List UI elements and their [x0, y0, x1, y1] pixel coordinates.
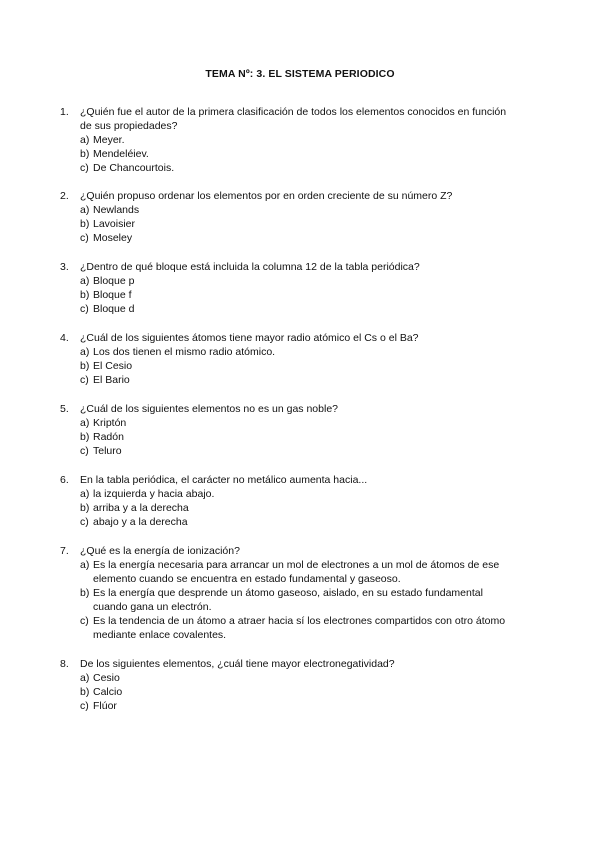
option-b [80, 217, 520, 231]
option-letter: c) [80, 232, 89, 244]
option-letter: a) [80, 488, 90, 500]
option-text: abajo y a la derecha [93, 516, 188, 528]
question-5 [60, 402, 520, 458]
question-text: ¿Dentro de qué bloque está incluida la columna 12 de la tabla periódica? [80, 261, 420, 273]
option-text: Es la energía que desprende un átomo gaseoso, aislado, en su estado fundamental cuando gana un electrón. [93, 587, 483, 613]
option-letter: c) [80, 445, 89, 457]
option-a [80, 133, 520, 147]
option-a [80, 487, 520, 501]
options-list [80, 133, 520, 175]
option-letter: a) [80, 275, 90, 287]
question-4 [60, 331, 520, 387]
option-a [80, 203, 520, 217]
question-number: 5. [60, 403, 69, 415]
option-text: Los dos tienen el mismo radio atómico. [93, 346, 276, 358]
question-text: De los siguientes elementos, ¿cuál tiene mayor electronegatividad? [80, 658, 395, 670]
option-c [80, 373, 520, 387]
option-a [80, 558, 520, 586]
option-text: Cesio [93, 672, 120, 684]
option-letter: a) [80, 134, 90, 146]
option-text: El Bario [93, 374, 130, 386]
option-c [80, 699, 520, 713]
question-3 [60, 260, 520, 316]
question-text: ¿Qué es la energía de ionización? [80, 545, 240, 557]
option-a [80, 274, 520, 288]
option-letter: c) [80, 700, 89, 712]
option-text: la izquierda y hacia abajo. [93, 488, 215, 500]
option-text: Teluro [93, 445, 122, 457]
option-letter: b) [80, 148, 90, 160]
option-text: Mendeléiev. [93, 148, 149, 160]
option-text: Flúor [93, 700, 117, 712]
question-6 [60, 473, 520, 529]
option-text: Lavoisier [93, 218, 136, 230]
option-letter: a) [80, 417, 90, 429]
option-text: De Chancourtois. [93, 162, 175, 174]
option-letter: c) [80, 374, 89, 386]
question-number: 1. [60, 106, 69, 118]
option-text: Es la tendencia de un átomo a atraer hacia sí los electrones compartidos con otro átomo mediante enlace covalentes. [93, 615, 506, 641]
option-letter: c) [80, 615, 89, 627]
question-header [60, 260, 520, 274]
option-b [80, 430, 520, 444]
option-a [80, 416, 520, 430]
question-number: 8. [60, 658, 69, 670]
option-letter: b) [80, 587, 90, 599]
option-a [80, 345, 520, 359]
option-text: Es la energía necesaria para arrancar un mol de electrones a un mol de átomos de ese elemento cuando se encuentra en estado fundamental y gaseoso. [93, 559, 500, 585]
question-header [60, 473, 520, 487]
option-text: Kriptón [93, 417, 127, 429]
question-8 [60, 657, 520, 713]
option-c [80, 515, 520, 529]
option-a [80, 671, 520, 685]
option-text: Moseley [93, 232, 133, 244]
question-number: 6. [60, 474, 69, 486]
option-c [80, 231, 520, 245]
options-list [80, 345, 520, 387]
question-header [60, 189, 520, 203]
question-header [60, 657, 520, 671]
options-list [80, 671, 520, 713]
option-letter: c) [80, 516, 89, 528]
question-7 [60, 544, 520, 642]
option-letter: a) [80, 672, 90, 684]
option-text: arriba y a la derecha [93, 502, 189, 514]
question-header [60, 402, 520, 416]
question-text: ¿Quién fue el autor de la primera clasificación de todos los elementos conocidos en función de sus propiedades? [80, 106, 507, 132]
question-header [60, 331, 520, 345]
option-letter: a) [80, 559, 90, 571]
option-text: Radón [93, 431, 124, 443]
option-b [80, 147, 520, 161]
option-b [80, 359, 520, 373]
option-letter: c) [80, 303, 89, 315]
option-b [80, 685, 520, 699]
question-text: ¿Cuál de los siguientes elementos no es un gas noble? [80, 403, 338, 415]
option-letter: b) [80, 502, 90, 514]
question-2 [60, 189, 520, 245]
option-c [80, 614, 520, 642]
option-letter: b) [80, 218, 90, 230]
option-letter: b) [80, 686, 90, 698]
option-text: El Cesio [93, 360, 133, 372]
option-letter: c) [80, 162, 89, 174]
option-c [80, 444, 520, 458]
question-text: En la tabla periódica, el carácter no metálico aumenta hacia... [80, 474, 368, 486]
option-b [80, 586, 520, 614]
question-header [60, 544, 520, 558]
option-c [80, 302, 520, 316]
question-text: ¿Quién propuso ordenar los elementos por en orden creciente de su número Z? [80, 190, 453, 202]
option-text: Bloque f [93, 289, 132, 301]
options-list [80, 203, 520, 245]
option-letter: a) [80, 346, 90, 358]
option-b [80, 288, 520, 302]
option-text: Newlands [93, 204, 140, 216]
option-letter: b) [80, 360, 90, 372]
question-number: 2. [60, 190, 69, 202]
options-list [80, 558, 520, 642]
question-number: 4. [60, 332, 69, 344]
option-b [80, 501, 520, 515]
question-text: ¿Cuál de los siguientes átomos tiene mayor radio atómico el Cs o el Ba? [80, 332, 419, 344]
option-c [80, 161, 520, 175]
option-text: Bloque p [93, 275, 135, 287]
option-text: Meyer. [93, 134, 125, 146]
question-number: 3. [60, 261, 69, 273]
option-letter: b) [80, 431, 90, 443]
option-letter: a) [80, 204, 90, 216]
option-letter: b) [80, 289, 90, 301]
question-header [60, 105, 520, 133]
question-1 [60, 105, 520, 175]
options-list [80, 487, 520, 529]
options-list [80, 274, 520, 316]
page-title: TEMA Nº: 3. EL SISTEMA PERIODICO [205, 68, 395, 80]
option-text: Calcio [93, 686, 123, 698]
options-list [80, 416, 520, 458]
question-number: 7. [60, 545, 69, 557]
option-text: Bloque d [93, 303, 135, 315]
